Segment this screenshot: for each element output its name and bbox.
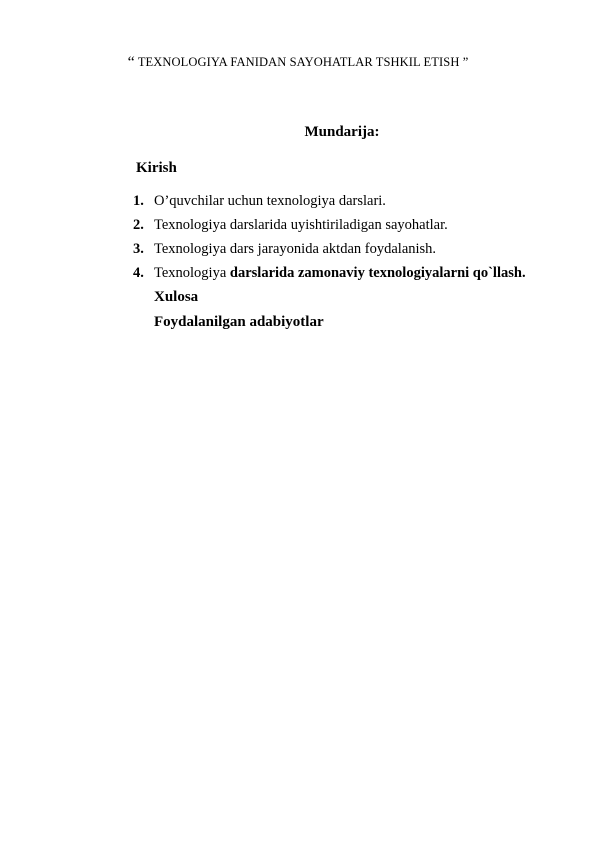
- toc-item-text: Texnologiya dars jarayonida aktdan foydalanish.: [154, 241, 437, 257]
- toc-list: [133, 191, 526, 287]
- toc-item-bold-text: darslarida zamonaviy texnologiyalarni qo`llash.: [229, 265, 526, 281]
- toc-references: Foydalanilgan adabiyotlar: [154, 314, 324, 330]
- title-close-quote: ”: [462, 55, 469, 69]
- toc-item-text: Texnologiya darslarida uyishtiriladigan sayohatlar.: [154, 217, 448, 233]
- document-title: [0, 54, 596, 72]
- title-open-quote: “: [127, 54, 135, 71]
- toc-item-4: [133, 263, 526, 287]
- toc-conclusion: Xulosa: [154, 289, 199, 305]
- toc-item-text: Texnologiya: [154, 265, 230, 281]
- toc-item-number: 2.: [133, 217, 144, 233]
- toc-item-number: 1.: [133, 193, 144, 209]
- toc-item-number: 3.: [133, 241, 144, 257]
- toc-item-number: 4.: [133, 265, 144, 281]
- toc-item-2: [133, 215, 526, 239]
- toc-heading: Mundarija:: [304, 124, 380, 140]
- toc-item-1: [133, 191, 526, 215]
- toc-item-3: [133, 239, 526, 263]
- title-text: TEXNOLOGIYA FANIDAN SAYOHATLAR TSHKIL ETISH: [137, 55, 460, 69]
- toc-intro: Kirish: [136, 160, 177, 176]
- toc-item-text: O’quvchilar uchun texnologiya darslari.: [154, 193, 386, 209]
